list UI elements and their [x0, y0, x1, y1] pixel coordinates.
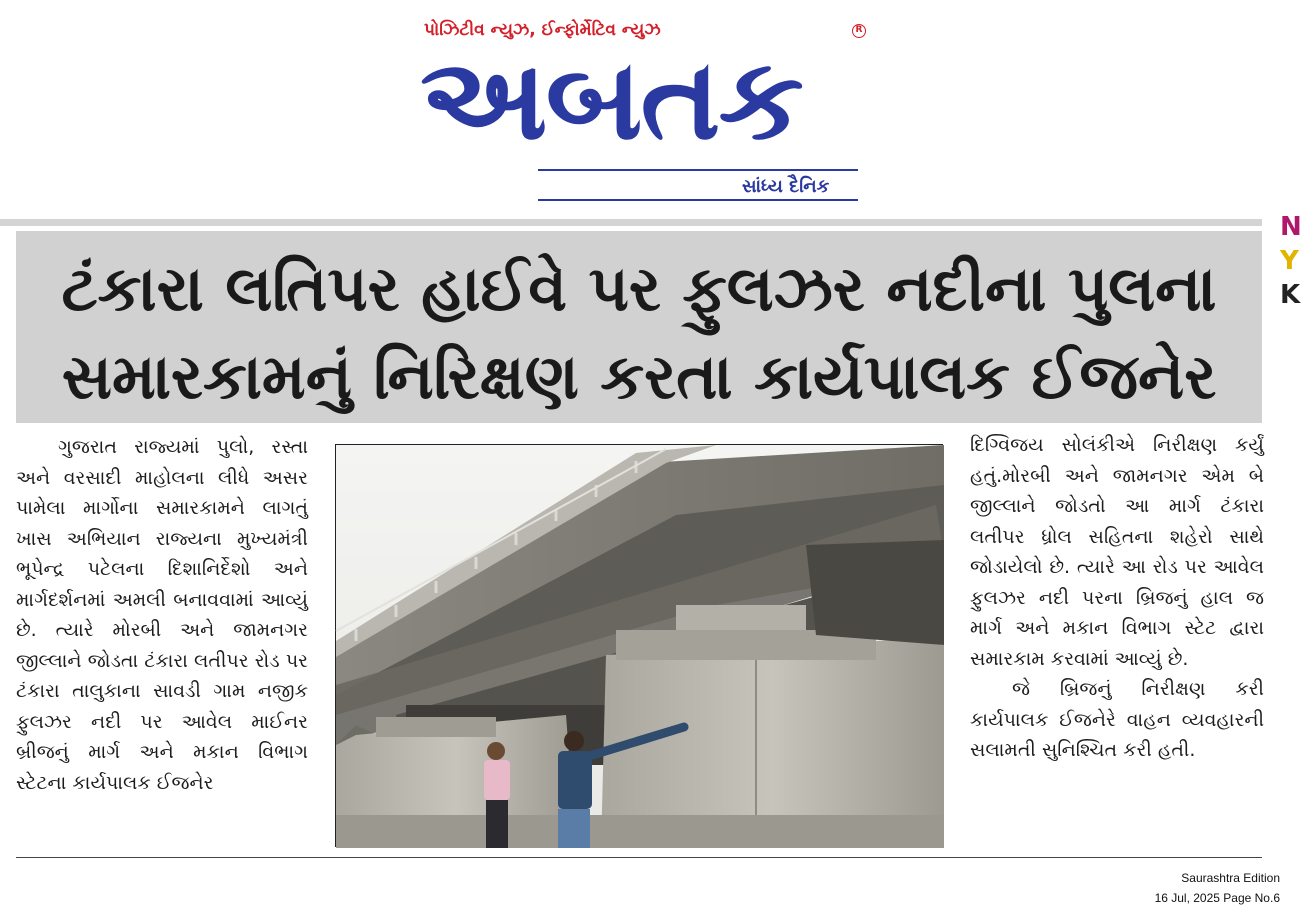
fragment-letter-1: N [1280, 212, 1302, 242]
masthead-tagline: પોઝિટીવ ન્યુઝ, ઈન્ફોર્મેટિવ ન્યુઝ [424, 20, 661, 40]
headline-line-1: ટંકારા લતિપર હાઈવે પર ફુલઝર નદીના પુલના [61, 252, 1217, 325]
article-paragraph: ગુજરાત રાજ્યમાં પુલો, રસ્તા અને વરસાદી માહોલના લીધે અસર પામેલા માર્ગોના સમારકામને લાગતું ખાસ અભિયાન રાજ્યના મુખ્યમંત્રી ભૂપેન્દ્ર પટેલના દિશાનિર્દેશો અને માર્ગદર્શનમાં અમલી બનાવવામાં આવ્યું છે. ત્યારે મોરબી અને જામનગર જીલ્લાને જોડતા ટંકારા લતીપર રોડ પર ટંકારા તાલુકાના સાવડી ગામ નજીક ફુલઝર નદી પર આવેલ માઈનર બ્રીજનું માર્ગ અને મકાન વિભાગ સ્ટેટના કાર્યપાલક ઈજનેર [16, 436, 308, 794]
article-paragraph: દિગ્વિજય સોલંકીએ નિરીક્ષણ કર્યું હતું.મોરબી અને જામનગર એમ બે જીલ્લાને જોડતો આ માર્ગ ટંકારા લતીપર ધ્રોલ સહિતના શહેરો સાથે જોડાયેલો છે. ત્યારે આ રોડ પર આવેલ ફુલઝર નદી પરના બ્રિજનું હાલ જ માર્ગ અને મકાન વિભાગ સ્ટેટ દ્વારા સમારકામ કરવામાં આવ્યું છે. [970, 434, 1264, 670]
article-column-left [16, 432, 308, 798]
newspaper-logo: અબતક [420, 35, 802, 165]
headline-line-2: સમારકામનું નિરિક્ષણ કરતા કાર્યપાલક ઈજનેર [61, 340, 1217, 413]
fragment-letter-3: K [1280, 280, 1301, 310]
adjacent-article-fragment [1280, 210, 1302, 320]
bridge-inspection-photo [336, 445, 944, 848]
edition-type: સાંધ્ય દૈનિક [742, 176, 830, 197]
masthead [420, 18, 870, 204]
masthead-rule [538, 169, 858, 171]
article-headline [16, 245, 1262, 421]
fragment-letter-2: Y [1280, 246, 1299, 276]
edition-name: Saurashtra Edition [1181, 871, 1280, 885]
registered-trademark-icon: R [852, 24, 866, 38]
headline-band [16, 231, 1262, 423]
masthead-rule-bottom [538, 199, 858, 201]
article-bottom-rule [16, 857, 1262, 858]
article-paragraph: જે બ્રિજનું નિરીક્ષણ કરી કાર્યપાલક ઈજનેરે વાહન વ્યવહારની સલામતી સુનિશ્ચિત કરી હતી. [970, 678, 1264, 761]
article-column-right [970, 430, 1264, 766]
header-divider [0, 219, 1262, 226]
page-footer [1155, 868, 1280, 908]
date-page-number: 16 Jul, 2025 Page No.6 [1154, 891, 1280, 905]
article-photo [335, 444, 943, 847]
